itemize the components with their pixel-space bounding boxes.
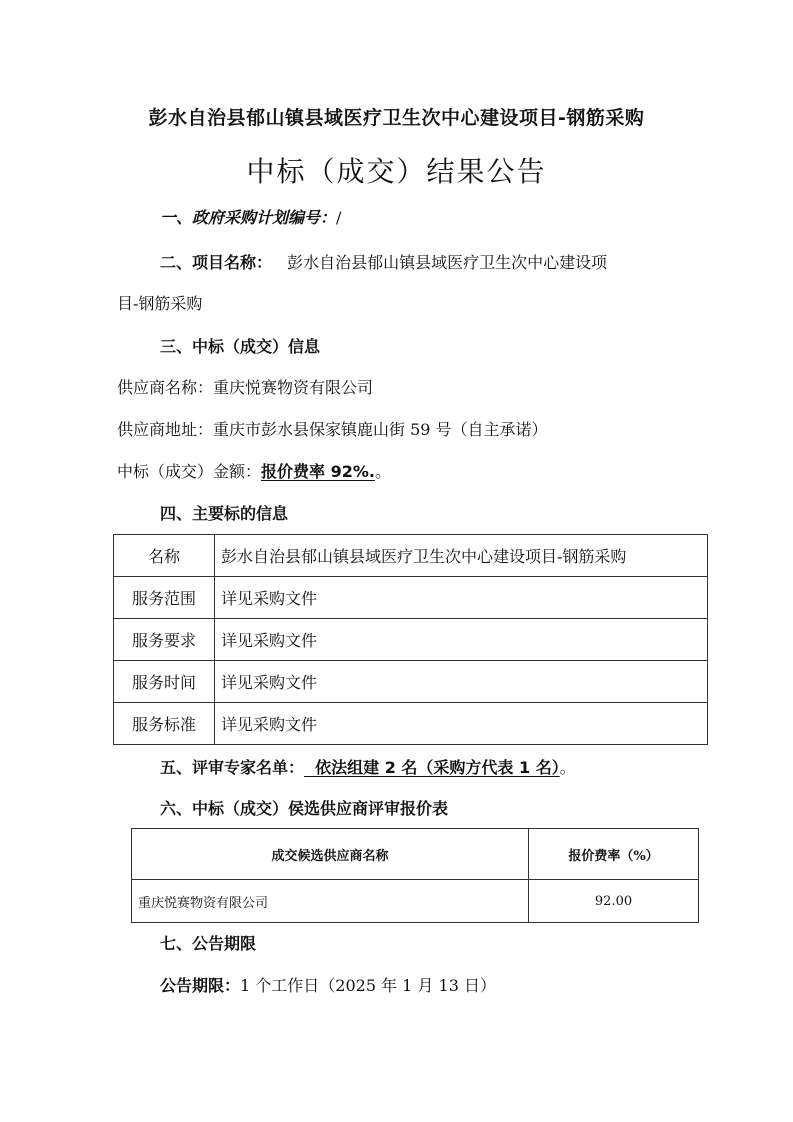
section-1-label: 一、政府采购计划编号： bbox=[160, 208, 337, 227]
section-5-value: 依法组建 2 名（采购方代表 1 名） bbox=[304, 758, 560, 777]
amount-suffix: 。 bbox=[374, 462, 391, 481]
section-4-label: 四、主要标的信息 bbox=[160, 504, 289, 523]
section-3-label: 三、中标（成交）信息 bbox=[160, 337, 321, 356]
column-header-supplier: 成交候选供应商名称 bbox=[132, 829, 529, 880]
supplier-name: 重庆悦赛物资有限公司 bbox=[213, 378, 374, 397]
supplier-address-label: 供应商地址： bbox=[117, 420, 214, 439]
table-key: 服务标准 bbox=[114, 703, 215, 745]
table-row bbox=[132, 880, 699, 923]
table-value: 彭水自治县郁山镇县域医疗卫生次中心建设项目-钢筋采购 bbox=[215, 535, 708, 577]
amount-value: 报价费率 92%. bbox=[261, 462, 375, 481]
table-key: 服务要求 bbox=[114, 619, 215, 661]
cell-rate: 92.00 bbox=[529, 880, 699, 923]
section-6-label: 六、中标（成交）侯选供应商评审报价表 bbox=[160, 799, 449, 818]
notice-period-line bbox=[160, 975, 496, 997]
section-5-suffix: 。 bbox=[559, 758, 576, 777]
table-row bbox=[114, 577, 708, 619]
section-5 bbox=[160, 757, 576, 779]
section-1-value: / bbox=[336, 208, 342, 227]
notice-period-label: 公告期限： bbox=[160, 976, 241, 995]
section-2-label: 二、项目名称： bbox=[160, 253, 273, 272]
table-row bbox=[114, 535, 708, 577]
supplier-address: 重庆市彭水县保家镇鹿山街 59 号（自主承诺） bbox=[213, 420, 548, 439]
table-value: 详见采购文件 bbox=[215, 577, 708, 619]
column-header-rate: 报价费率（%） bbox=[529, 829, 699, 880]
title-line-1: 彭水自治县郁山镇县域医疗卫生次中心建设项目-钢筋采购 bbox=[148, 107, 645, 129]
section-7-label: 七、公告期限 bbox=[160, 934, 257, 953]
notice-period-value: 1 个工作日（2025 年 1 月 13 日） bbox=[240, 976, 496, 995]
table-key: 名称 bbox=[114, 535, 215, 577]
table-row bbox=[114, 619, 708, 661]
table-key: 服务时间 bbox=[114, 661, 215, 703]
title-line-2: 中标（成交）结果公告 bbox=[246, 155, 547, 188]
supplier-name-label: 供应商名称： bbox=[117, 378, 214, 397]
table-row bbox=[114, 661, 708, 703]
section-2-value-line-1: 彭水自治县郁山镇县域医疗卫生次中心建设项 bbox=[287, 253, 608, 272]
table-key: 服务范围 bbox=[114, 577, 215, 619]
section-2-value-line-2: 目-钢筋采购 bbox=[117, 294, 203, 313]
table-row bbox=[114, 703, 708, 745]
cell-supplier-name: 重庆悦赛物资有限公司 bbox=[132, 880, 529, 923]
table-header-row bbox=[132, 829, 699, 880]
table-value: 详见采购文件 bbox=[215, 661, 708, 703]
amount-label: 中标（成交）金额： bbox=[117, 462, 262, 481]
subject-info-table bbox=[113, 534, 708, 745]
amount-line bbox=[117, 461, 391, 483]
section-1 bbox=[160, 207, 341, 229]
section-5-label: 五、评审专家名单： bbox=[160, 758, 305, 777]
table-value: 详见采购文件 bbox=[215, 619, 708, 661]
bid-price-table bbox=[131, 828, 699, 923]
table-value: 详见采购文件 bbox=[215, 703, 708, 745]
supplier-address-line bbox=[117, 419, 548, 441]
supplier-name-line bbox=[117, 377, 373, 399]
section-2 bbox=[160, 252, 607, 274]
